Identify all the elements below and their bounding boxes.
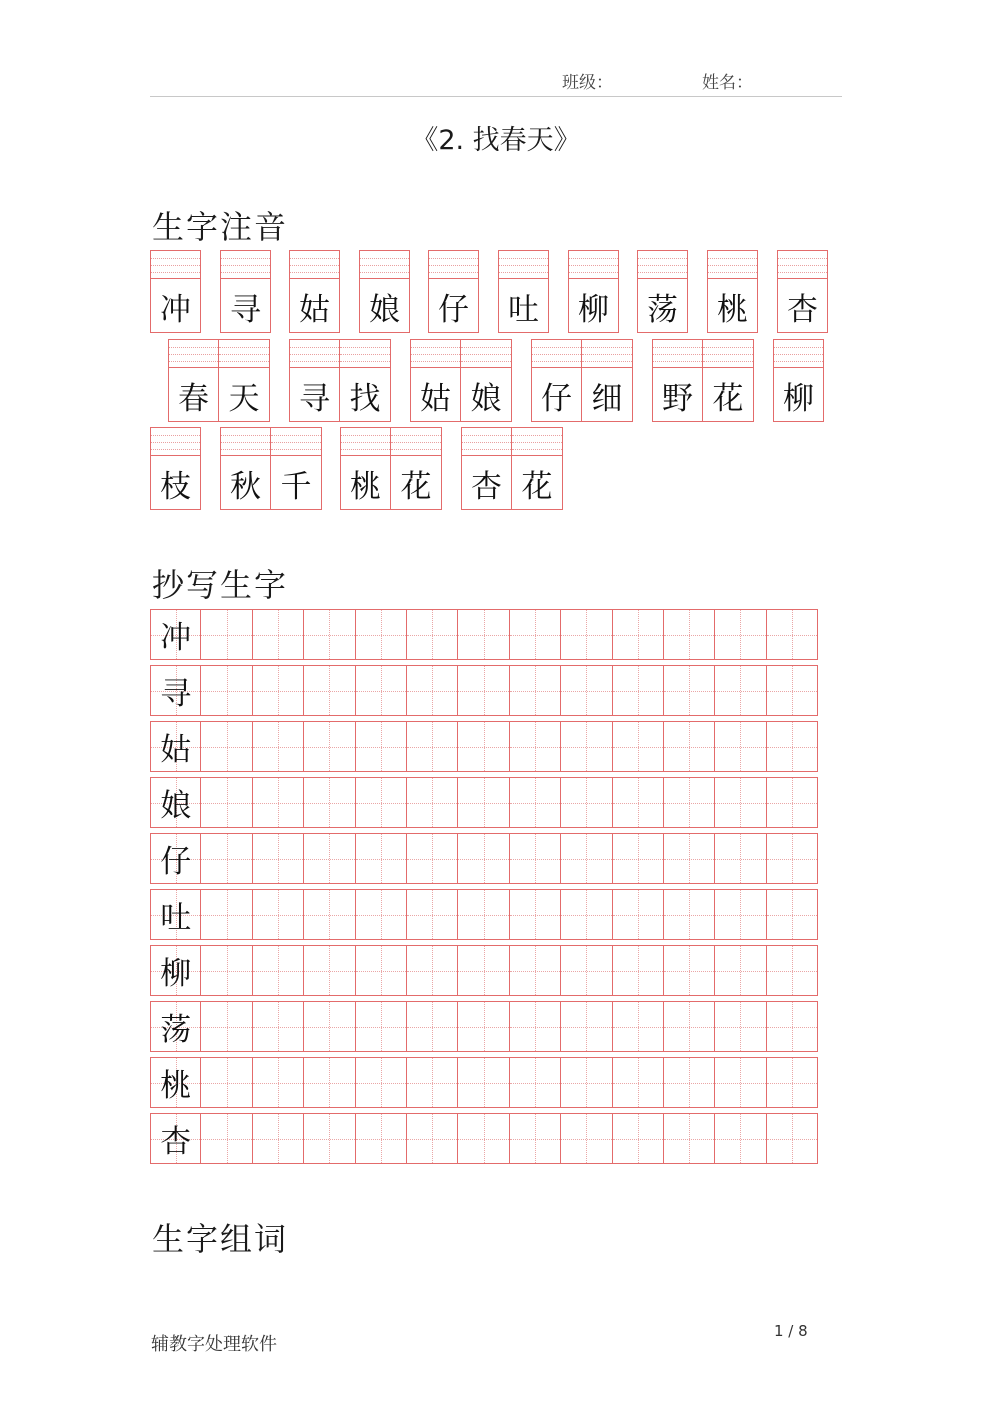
writing-cell[interactable] [664,945,715,996]
pinyin-lines[interactable] [271,428,321,456]
hanzi-character: 花 [521,468,553,505]
pinyin-lines[interactable] [151,251,200,279]
model-character-cell [150,833,201,884]
writing-cell[interactable] [458,665,509,716]
writing-cell[interactable] [664,721,715,772]
pinyin-lines[interactable] [653,340,702,368]
writing-cell[interactable] [561,721,612,772]
writing-cell[interactable] [304,721,355,772]
pinyin-lines[interactable] [429,251,478,279]
pinyin-lines[interactable] [290,251,339,279]
hanzi-character: 寻 [299,380,330,417]
copy-row [150,609,818,660]
hanzi-character: 秋 [230,468,261,505]
writing-cell[interactable] [253,1001,304,1052]
writing-cell[interactable] [715,721,766,772]
writing-cell[interactable] [201,1001,252,1052]
pinyin-cell[interactable] [531,339,582,422]
writing-cell[interactable] [767,777,818,828]
copy-row [150,665,818,716]
copy-row [150,1057,818,1108]
pinyin-cell[interactable] [340,339,391,422]
writing-cell[interactable] [715,1113,766,1164]
writing-cell[interactable] [510,721,561,772]
pinyin-practice-area [0,0,992,540]
pinyin-lines[interactable] [169,340,218,368]
hanzi-character: 娘 [369,291,400,328]
hanzi-character: 柳 [578,291,609,328]
pinyin-cell[interactable] [703,339,754,422]
pinyin-cell[interactable] [498,250,549,333]
pinyin-word-group [652,339,754,422]
pinyin-cell[interactable] [219,339,270,422]
writing-cell[interactable] [407,889,458,940]
pinyin-cell[interactable] [289,339,340,422]
writing-cell[interactable] [715,889,766,940]
page-title: 《2. 找春天》 [411,125,581,156]
hanzi-character: 荡 [647,291,678,328]
pinyin-lines[interactable] [582,340,632,368]
pinyin-cell[interactable] [582,339,633,422]
pinyin-lines[interactable] [703,340,753,368]
writing-cell[interactable] [767,721,818,772]
hanzi-character: 娘 [470,380,502,417]
writing-cell[interactable] [613,665,664,716]
pinyin-cell[interactable] [340,427,391,510]
pinyin-cell[interactable] [220,250,271,333]
hanzi-character: 花 [400,468,432,505]
writing-cell[interactable] [201,945,252,996]
writing-cell[interactable] [664,609,715,660]
model-character-cell [150,777,201,828]
pinyin-cell[interactable] [391,427,442,510]
writing-cell[interactable] [356,609,407,660]
writing-cell[interactable] [407,945,458,996]
pinyin-word-group [168,339,270,422]
writing-cell[interactable] [715,609,766,660]
pinyin-cell[interactable] [461,427,512,510]
section-title-pinyin: 生字注音 [152,208,289,246]
page-number: 1 / 8 [774,1322,808,1340]
pinyin-cell[interactable] [652,339,703,422]
writing-cell[interactable] [356,665,407,716]
pinyin-word-group [707,250,758,333]
pinyin-lines[interactable] [461,340,511,368]
writing-cell[interactable] [767,889,818,940]
pinyin-lines[interactable] [290,340,339,368]
pinyin-cell[interactable] [773,339,824,422]
writing-cell[interactable] [613,1001,664,1052]
pinyin-cell[interactable] [637,250,688,333]
section-title-words: 生字组词 [152,1220,289,1258]
writing-cell[interactable] [407,609,458,660]
writing-cell[interactable] [510,1001,561,1052]
pinyin-word-group [531,339,633,422]
writing-cell[interactable] [510,1113,561,1164]
pinyin-cell[interactable] [410,339,461,422]
writing-cell[interactable] [767,1113,818,1164]
hanzi-character: 吐 [508,291,539,328]
pinyin-word-group [220,250,271,333]
model-character: 仔 [160,844,192,880]
writing-cell[interactable] [304,1001,355,1052]
writing-cell[interactable] [304,665,355,716]
pinyin-lines[interactable] [221,251,270,279]
model-character: 冲 [160,620,192,656]
hanzi-character: 姑 [420,380,451,417]
writing-cell[interactable] [561,609,612,660]
pinyin-lines[interactable] [411,340,460,368]
writing-cell[interactable] [561,1113,612,1164]
pinyin-word-group [637,250,688,333]
writing-cell[interactable] [458,945,509,996]
writing-cell[interactable] [613,945,664,996]
writing-cell[interactable] [304,945,355,996]
writing-cell[interactable] [356,945,407,996]
pinyin-lines[interactable] [221,428,270,456]
pinyin-cell[interactable] [707,250,758,333]
model-character-cell [150,945,201,996]
pinyin-word-group [498,250,549,333]
pinyin-lines[interactable] [569,251,618,279]
writing-cell[interactable] [664,1057,715,1108]
writing-cell[interactable] [613,609,664,660]
pinyin-word-group [359,250,410,333]
model-character: 姑 [160,732,192,768]
writing-cell[interactable] [201,833,252,884]
writing-cell[interactable] [458,777,509,828]
hanzi-character: 天 [228,380,260,417]
writing-cell[interactable] [407,665,458,716]
pinyin-lines[interactable] [512,428,562,456]
writing-cell[interactable] [253,1113,304,1164]
writing-cell[interactable] [356,889,407,940]
writing-cell[interactable] [613,721,664,772]
writing-cell[interactable] [613,1057,664,1108]
pinyin-lines[interactable] [638,251,687,279]
writing-cell[interactable] [715,945,766,996]
model-character-cell [150,1001,201,1052]
hanzi-character: 千 [280,468,312,505]
writing-cell[interactable] [407,777,458,828]
writing-cell[interactable] [407,833,458,884]
hanzi-character: 细 [591,380,623,417]
writing-cell[interactable] [664,833,715,884]
writing-cell[interactable] [253,665,304,716]
writing-cell[interactable] [356,1001,407,1052]
writing-cell[interactable] [510,833,561,884]
model-character-cell [150,665,201,716]
writing-cell[interactable] [304,1057,355,1108]
hanzi-character: 枝 [160,468,191,505]
writing-cell[interactable] [458,609,509,660]
writing-cell[interactable] [304,609,355,660]
pinyin-cell[interactable] [150,250,201,333]
pinyin-cell[interactable] [777,250,828,333]
pinyin-cell[interactable] [289,250,340,333]
model-character: 杏 [160,1124,192,1160]
hanzi-character: 姑 [299,291,330,328]
pinyin-cell[interactable] [461,339,512,422]
writing-cell[interactable] [613,833,664,884]
writing-cell[interactable] [201,609,252,660]
writing-cell[interactable] [664,665,715,716]
writing-cell[interactable] [201,1113,252,1164]
pinyin-word-group [289,250,340,333]
writing-cell[interactable] [356,1113,407,1164]
writing-cell[interactable] [767,833,818,884]
writing-cell[interactable] [253,721,304,772]
writing-cell[interactable] [767,665,818,716]
hanzi-character: 寻 [230,291,261,328]
pinyin-cell[interactable] [271,427,322,510]
pinyin-word-group [340,427,442,510]
writing-cell[interactable] [613,1113,664,1164]
model-character-cell [150,721,201,772]
pinyin-cell[interactable] [512,427,563,510]
pinyin-word-group [777,250,828,333]
hanzi-character: 杏 [787,291,818,328]
pinyin-word-group [428,250,479,333]
writing-cell[interactable] [407,1001,458,1052]
hanzi-character: 桃 [350,468,381,505]
hanzi-character: 杏 [471,468,502,505]
writing-cell[interactable] [304,777,355,828]
writing-cell[interactable] [510,1057,561,1108]
writing-cell[interactable] [458,1001,509,1052]
pinyin-lines[interactable] [391,428,441,456]
pinyin-lines[interactable] [774,340,823,368]
writing-cell[interactable] [201,665,252,716]
writing-cell[interactable] [356,721,407,772]
writing-cell[interactable] [458,721,509,772]
pinyin-cell[interactable] [428,250,479,333]
pinyin-word-group [289,339,391,422]
hanzi-character: 找 [349,380,381,417]
pinyin-word-group [773,339,824,422]
writing-cell[interactable] [613,777,664,828]
hanzi-character: 仔 [541,380,572,417]
writing-cell[interactable] [664,889,715,940]
copy-row [150,1113,818,1164]
writing-cell[interactable] [664,1001,715,1052]
writing-cell[interactable] [767,1001,818,1052]
pinyin-lines[interactable] [360,251,409,279]
model-character: 桃 [160,1068,192,1104]
writing-cell[interactable] [201,777,252,828]
pinyin-word-group [150,427,201,510]
writing-cell[interactable] [458,889,509,940]
model-character: 寻 [160,676,192,712]
pinyin-cell[interactable] [220,427,271,510]
writing-cell[interactable] [304,1113,355,1164]
pinyin-lines[interactable] [151,428,200,456]
writing-cell[interactable] [767,609,818,660]
pinyin-lines[interactable] [778,251,827,279]
copy-row [150,833,818,884]
writing-cell[interactable] [407,1057,458,1108]
pinyin-cell[interactable] [359,250,410,333]
pinyin-cell[interactable] [568,250,619,333]
section-title-copy: 抄写生字 [152,566,289,604]
writing-cell[interactable] [767,945,818,996]
model-character-cell [150,1057,201,1108]
copy-row [150,777,818,828]
copy-writing-grid [150,609,818,1169]
writing-cell[interactable] [561,945,612,996]
writing-cell[interactable] [201,1057,252,1108]
pinyin-lines[interactable] [499,251,548,279]
hanzi-character: 柳 [783,380,814,417]
writing-cell[interactable] [510,889,561,940]
writing-cell[interactable] [253,833,304,884]
model-character: 荡 [160,1012,192,1048]
writing-cell[interactable] [253,889,304,940]
writing-cell[interactable] [253,1057,304,1108]
writing-cell[interactable] [715,1001,766,1052]
pinyin-lines[interactable] [462,428,511,456]
writing-cell[interactable] [356,833,407,884]
pinyin-lines[interactable] [708,251,757,279]
pinyin-lines[interactable] [219,340,269,368]
writing-cell[interactable] [715,777,766,828]
writing-cell[interactable] [253,945,304,996]
model-character: 娘 [160,788,192,824]
copy-row [150,1001,818,1052]
writing-cell[interactable] [613,889,664,940]
writing-cell[interactable] [356,1057,407,1108]
copy-row [150,721,818,772]
hanzi-character: 仔 [438,291,469,328]
writing-cell[interactable] [715,1057,766,1108]
pinyin-word-group [220,427,322,510]
writing-cell[interactable] [458,1113,509,1164]
pinyin-lines[interactable] [340,340,390,368]
model-character: 吐 [160,900,192,936]
writing-cell[interactable] [458,1057,509,1108]
pinyin-cell[interactable] [168,339,219,422]
writing-cell[interactable] [510,945,561,996]
writing-cell[interactable] [664,777,715,828]
hanzi-character: 野 [662,380,693,417]
copy-row [150,889,818,940]
writing-cell[interactable] [715,665,766,716]
footer-software-name: 辅教字处理软件 [151,1334,277,1355]
writing-cell[interactable] [510,665,561,716]
writing-cell[interactable] [767,1057,818,1108]
writing-cell[interactable] [664,1113,715,1164]
writing-cell[interactable] [201,721,252,772]
writing-cell[interactable] [561,777,612,828]
writing-cell[interactable] [561,1057,612,1108]
pinyin-cell[interactable] [150,427,201,510]
writing-cell[interactable] [561,889,612,940]
hanzi-character: 冲 [160,291,191,328]
writing-cell[interactable] [253,609,304,660]
writing-cell[interactable] [201,889,252,940]
hanzi-character: 桃 [717,291,748,328]
model-character: 柳 [160,956,192,992]
writing-cell[interactable] [253,777,304,828]
pinyin-word-group [568,250,619,333]
class-label: 班级： [562,73,613,93]
pinyin-word-group [150,250,201,333]
writing-cell[interactable] [561,833,612,884]
copy-row [150,945,818,996]
model-character-cell [150,609,201,660]
writing-cell[interactable] [561,1001,612,1052]
writing-cell[interactable] [715,833,766,884]
pinyin-word-group [410,339,512,422]
name-label: 姓名： [702,73,753,93]
hanzi-character: 花 [712,380,744,417]
writing-cell[interactable] [407,721,458,772]
model-character-cell [150,889,201,940]
model-character-cell [150,1113,201,1164]
pinyin-word-group [461,427,563,510]
pinyin-lines[interactable] [341,428,390,456]
writing-cell[interactable] [510,777,561,828]
hanzi-character: 春 [178,380,209,417]
writing-cell[interactable] [304,889,355,940]
writing-cell[interactable] [458,833,509,884]
writing-cell[interactable] [356,777,407,828]
writing-cell[interactable] [304,833,355,884]
pinyin-lines[interactable] [532,340,581,368]
writing-cell[interactable] [510,609,561,660]
writing-cell[interactable] [407,1113,458,1164]
writing-cell[interactable] [561,665,612,716]
